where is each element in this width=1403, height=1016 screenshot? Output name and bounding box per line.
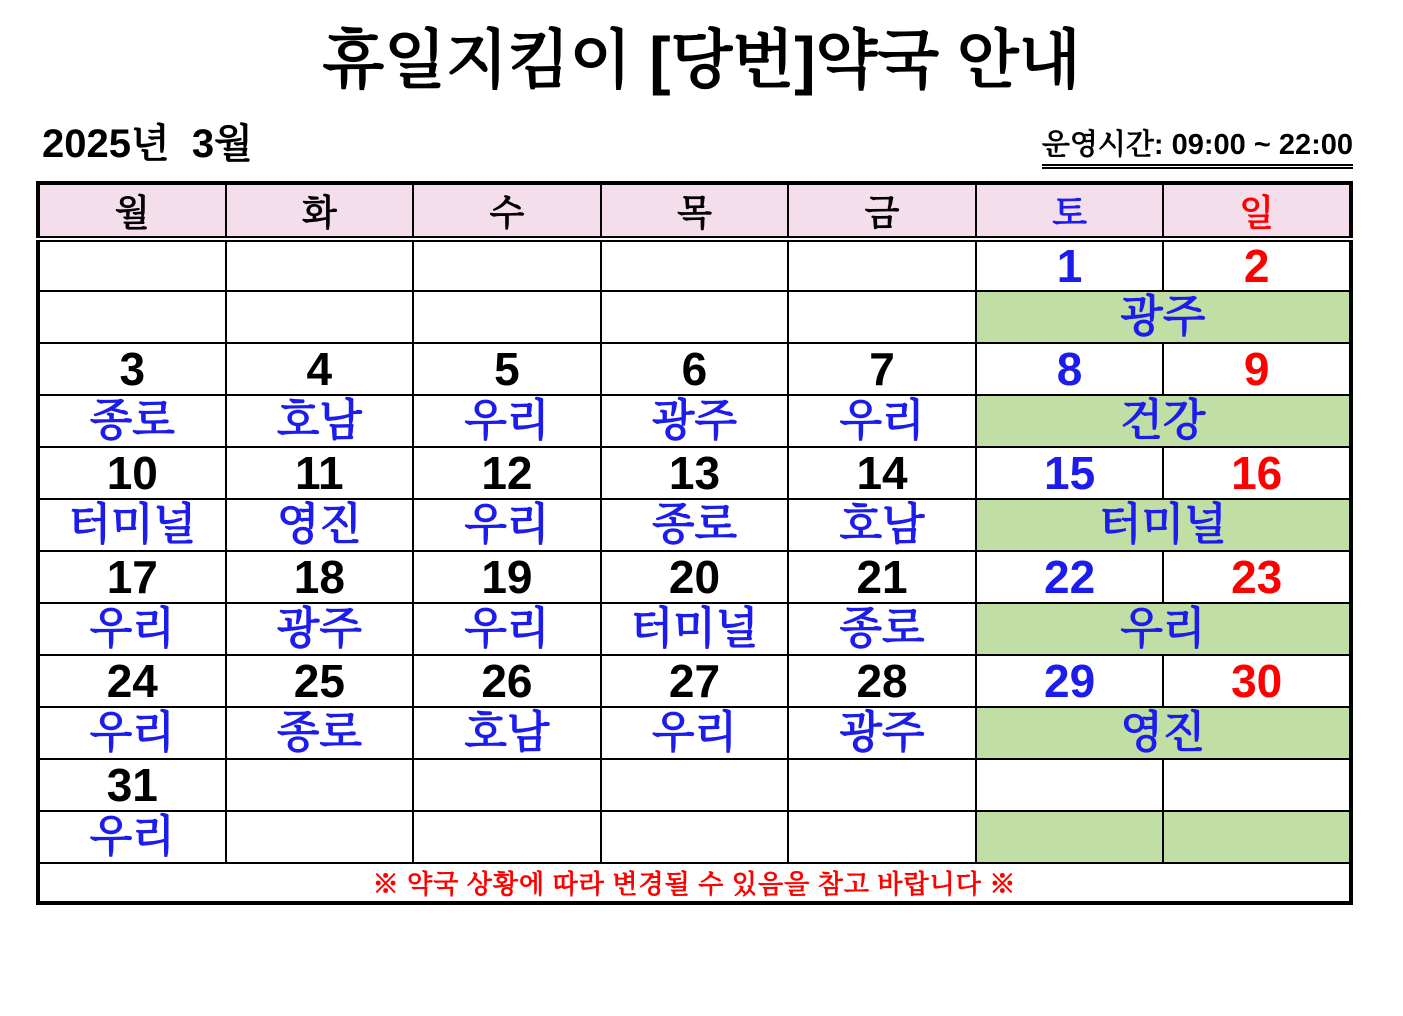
date-cell — [788, 239, 976, 291]
pharmacy-cell — [413, 291, 601, 343]
holiday-pharmacy-notice — [0, 24, 1403, 1016]
date-cell-sunday: 30 — [1163, 655, 1351, 707]
pharmacy-cell: 종로 — [788, 603, 976, 655]
pharmacy-cell — [38, 291, 226, 343]
date-cell-saturday: 1 — [976, 239, 1164, 291]
pharmacy-cell: 우리 — [413, 395, 601, 447]
date-cell: 21 — [788, 551, 976, 603]
date-cell: 17 — [38, 551, 226, 603]
weekend-pharmacy-cell: 터미널 — [976, 499, 1351, 551]
week4-pharmacy-row — [38, 603, 1351, 655]
date-cell — [601, 759, 789, 811]
pharmacy-cell: 터미널 — [601, 603, 789, 655]
day-header-thu: 목 — [601, 183, 789, 239]
weekend-pharmacy-cell: 우리 — [976, 603, 1351, 655]
day-header-fri: 금 — [788, 183, 976, 239]
date-cell-saturday: 8 — [976, 343, 1164, 395]
week5-pharmacy-row — [38, 707, 1351, 759]
day-header-sat: 토 — [976, 183, 1164, 239]
day-header-tue: 화 — [226, 183, 414, 239]
empty-weekend-sunday-cell — [1163, 811, 1351, 863]
pharmacy-cell: 우리 — [38, 811, 226, 863]
date-cell: 6 — [601, 343, 789, 395]
operating-hours: 운영시간: 09:00 ~ 22:00 — [1042, 122, 1353, 169]
date-cell: 10 — [38, 447, 226, 499]
pharmacy-cell — [601, 291, 789, 343]
date-cell — [601, 239, 789, 291]
date-cell: 24 — [38, 655, 226, 707]
date-cell — [413, 759, 601, 811]
pharmacy-cell — [226, 291, 414, 343]
date-cell-sunday: 16 — [1163, 447, 1351, 499]
pharmacy-cell: 우리 — [413, 499, 601, 551]
date-cell — [38, 239, 226, 291]
pharmacy-cell: 광주 — [601, 395, 789, 447]
date-cell: 31 — [38, 759, 226, 811]
date-cell: 28 — [788, 655, 976, 707]
date-cell-saturday: 15 — [976, 447, 1164, 499]
pharmacy-cell: 호남 — [226, 395, 414, 447]
weekend-pharmacy-cell: 영진 — [976, 707, 1351, 759]
week3-pharmacy-row — [38, 499, 1351, 551]
date-cell — [226, 239, 414, 291]
day-header-wed: 수 — [413, 183, 601, 239]
weekend-pharmacy-cell: 광주 — [976, 291, 1351, 343]
weekend-pharmacy-cell: 건강 — [976, 395, 1351, 447]
pharmacy-cell: 광주 — [788, 707, 976, 759]
pharmacy-cell: 우리 — [413, 603, 601, 655]
pharmacy-cell: 광주 — [226, 603, 414, 655]
pharmacy-cell — [226, 811, 414, 863]
week6-pharmacy-row — [38, 811, 1351, 863]
date-cell: 5 — [413, 343, 601, 395]
pharmacy-cell: 우리 — [601, 707, 789, 759]
pharmacy-cell — [601, 811, 789, 863]
date-cell-sunday — [1163, 759, 1351, 811]
date-cell-sunday: 2 — [1163, 239, 1351, 291]
date-cell: 19 — [413, 551, 601, 603]
date-cell: 13 — [601, 447, 789, 499]
date-cell-saturday: 29 — [976, 655, 1164, 707]
pharmacy-cell: 호남 — [788, 499, 976, 551]
week6-date-row — [38, 759, 1351, 811]
day-header-sun: 일 — [1163, 183, 1351, 239]
pharmacy-cell — [413, 811, 601, 863]
note-row — [38, 863, 1351, 903]
date-cell — [226, 759, 414, 811]
date-cell: 18 — [226, 551, 414, 603]
day-header-mon: 월 — [38, 183, 226, 239]
date-cell-sunday: 9 — [1163, 343, 1351, 395]
empty-weekend-saturday-cell — [976, 811, 1164, 863]
pharmacy-cell: 우리 — [788, 395, 976, 447]
week2-pharmacy-row — [38, 395, 1351, 447]
week2-date-row — [38, 343, 1351, 395]
period-label: 2025년 3월 — [42, 121, 253, 166]
date-cell — [413, 239, 601, 291]
week3-date-row — [38, 447, 1351, 499]
date-cell-sunday: 23 — [1163, 551, 1351, 603]
pharmacy-cell: 터미널 — [38, 499, 226, 551]
week1-date-row — [38, 239, 1351, 291]
pharmacy-cell: 종로 — [38, 395, 226, 447]
pharmacy-cell: 호남 — [413, 707, 601, 759]
date-cell: 25 — [226, 655, 414, 707]
pharmacy-cell: 우리 — [38, 603, 226, 655]
pharmacy-cell — [788, 291, 976, 343]
date-cell-saturday — [976, 759, 1164, 811]
weekday-header-row — [38, 183, 1351, 239]
week1-pharmacy-row — [38, 291, 1351, 343]
week5-date-row — [38, 655, 1351, 707]
date-cell: 11 — [226, 447, 414, 499]
calendar-table — [36, 181, 1353, 905]
meta-row — [42, 112, 1353, 169]
pharmacy-cell: 우리 — [38, 707, 226, 759]
date-cell-saturday: 22 — [976, 551, 1164, 603]
date-cell: 3 — [38, 343, 226, 395]
pharmacy-cell: 종로 — [601, 499, 789, 551]
date-cell — [788, 759, 976, 811]
pharmacy-cell: 종로 — [226, 707, 414, 759]
date-cell: 12 — [413, 447, 601, 499]
pharmacy-cell: 영진 — [226, 499, 414, 551]
date-cell: 7 — [788, 343, 976, 395]
date-cell: 26 — [413, 655, 601, 707]
date-cell: 27 — [601, 655, 789, 707]
pharmacy-cell — [788, 811, 976, 863]
note-text: ※ 약국 상황에 따라 변경될 수 있음을 참고 바랍니다 ※ — [38, 863, 1351, 903]
date-cell: 4 — [226, 343, 414, 395]
week4-date-row — [38, 551, 1351, 603]
page-title: 휴일지킴이 [당번]약국 안내 — [322, 24, 1081, 96]
date-cell: 14 — [788, 447, 976, 499]
date-cell: 20 — [601, 551, 789, 603]
